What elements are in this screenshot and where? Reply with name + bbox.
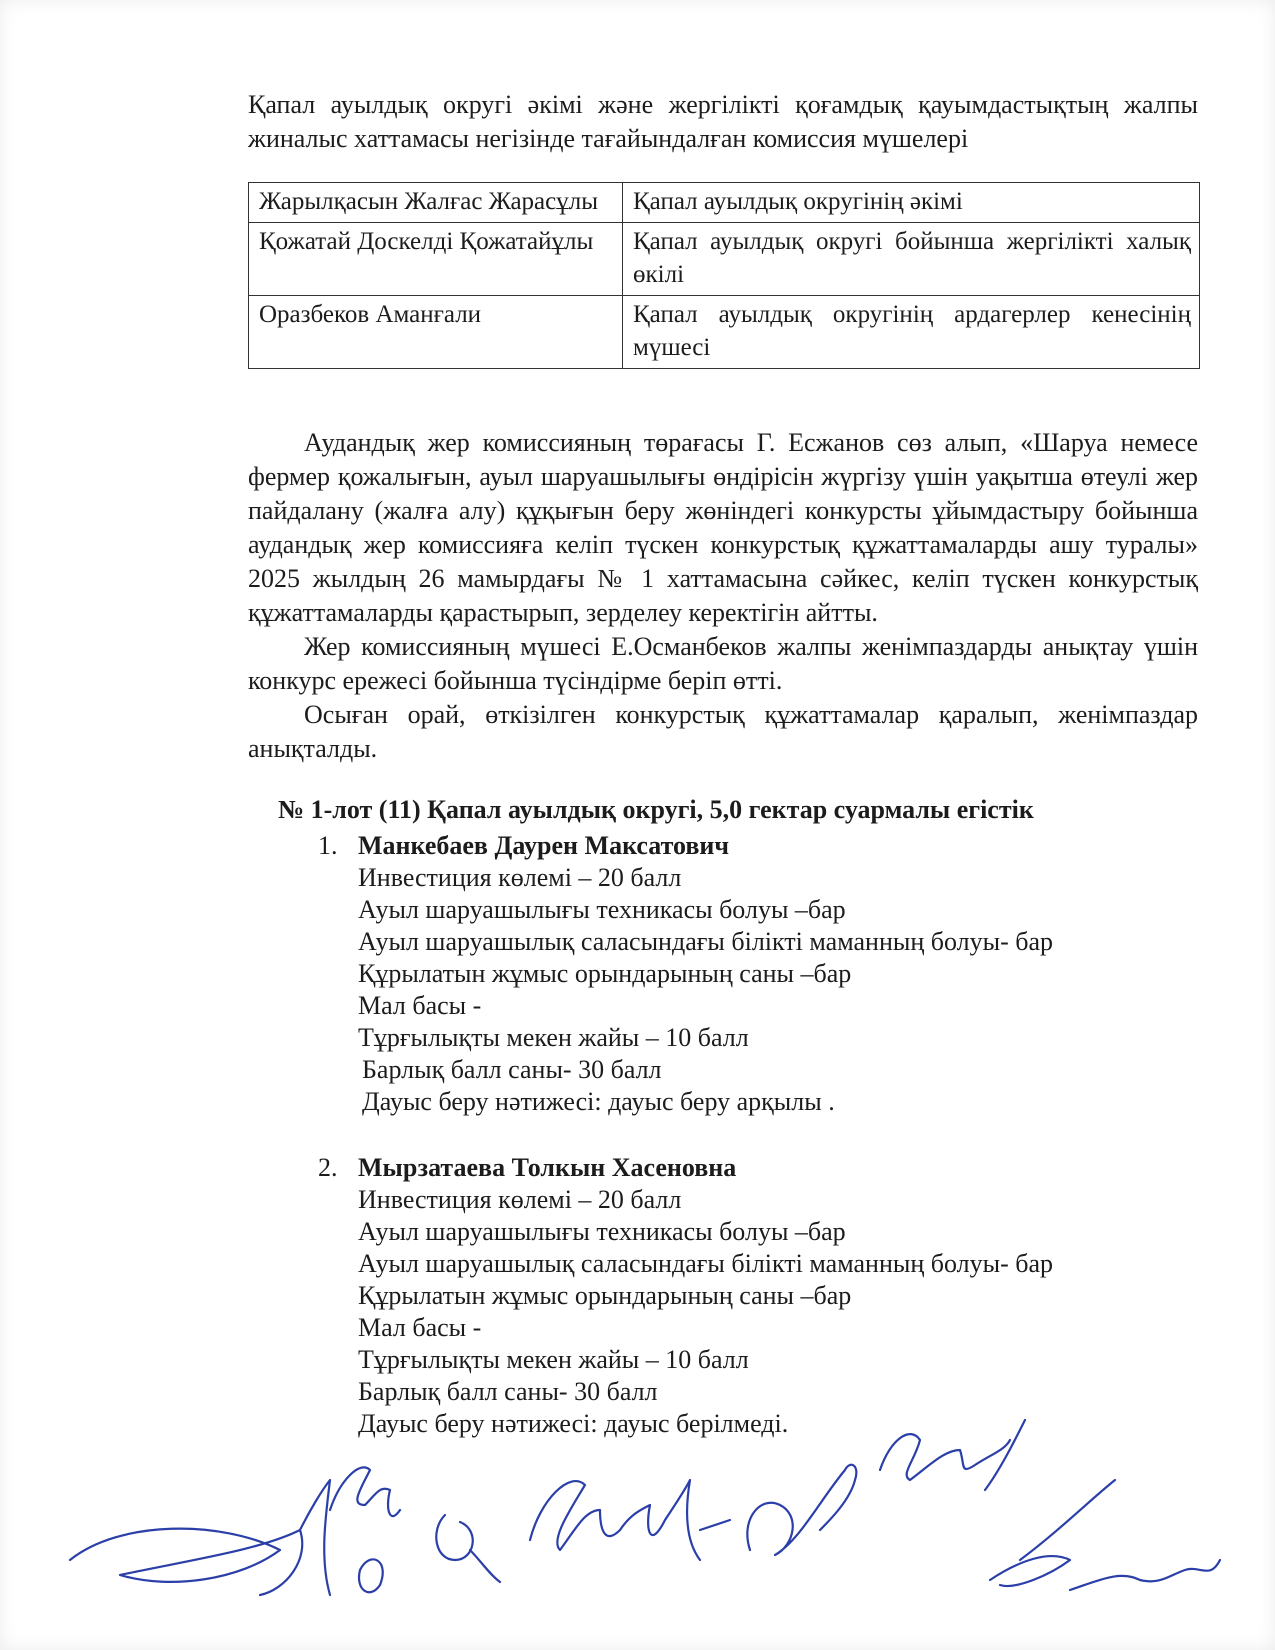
candidate-name: Манкебаев Даурен Максатович (358, 831, 730, 860)
candidate-vote: Дауыс беру нәтижесі: дауыс берілмеді. (358, 1409, 789, 1438)
table-row (249, 223, 1200, 296)
member-name: Оразбеков Аманғали (249, 296, 623, 369)
candidate-jobs: Құрылатын жұмыс орындарының саны –бар (358, 959, 852, 988)
table-row (249, 296, 1200, 369)
candidate-heading (318, 1152, 1178, 1184)
chairman-paragraph: Аудандық жер комиссияның төрағасы Г. Есжанов сөз алып, «Шаруа немесе фермер қожалығын, ауыл шаруашылығы өндірісін жүргізу үшін уақытша өтеулі жер пайдалану (жалға алу) құқығын беру жөніндегі конкурсты ұйымдастыру бойынша аудандық жер комиссияға келіп түскен конкурстық құжаттамаларды ашу туралы» 2025 жылдың 26 мамырдағы № 1 хаттамасына сәйкес, келіп түскен конкурстық құжаттамаларды қарастырып, зерделеу керектігін айтты. (248, 428, 1198, 627)
candidate-residence: Тұрғылықты мекен жайы – 10 балл (358, 1345, 749, 1374)
member-name: Қожатай Доскелді Қожатайұлы (249, 223, 623, 296)
member-role: Қапал ауылдық округінің ардагерлер кенесінің мүшесі (623, 296, 1200, 369)
candidate-jobs: Құрылатын жұмыс орындарының саны –бар (358, 1281, 852, 1310)
candidate-specialist: Ауыл шаруашылық саласындағы білікті маманның болуы- бар (358, 1249, 1053, 1278)
candidate-livestock: Мал басы - (358, 1313, 482, 1342)
candidate-investment: Инвестиция көлемі – 20 балл (358, 1185, 682, 1214)
candidate-investment: Инвестиция көлемі – 20 балл (358, 863, 682, 892)
member-role: Қапал ауылдық округі бойынша жергілікті халық өкілі (623, 223, 1200, 296)
candidate-specialist: Ауыл шаруашылық саласындағы білікті маманның болуы- бар (358, 927, 1053, 956)
member-name: Жарылқасын Жалғас Жарасұлы (249, 183, 623, 223)
signature-7 (990, 1480, 1220, 1590)
meeting-minutes-body (248, 426, 1198, 766)
candidate-livestock: Мал басы - (358, 991, 482, 1020)
candidate-vote: Дауыс беру нәтижесі: дауыс беру арқылы . (362, 1087, 835, 1116)
signature-5 (747, 1465, 856, 1555)
candidate-heading (318, 830, 1178, 862)
candidate-number: 2. (318, 1153, 338, 1182)
signature-1 (70, 1480, 330, 1595)
signature-6 (880, 1420, 1025, 1490)
candidate-total: Барлық балл саны- 30 балл (362, 1055, 662, 1084)
commission-members-table (248, 182, 1200, 369)
candidate-equipment: Ауыл шаруашылығы техникасы болуы –бар (358, 1217, 846, 1246)
candidate-block (318, 830, 1178, 1118)
commission-intro: Қапал ауылдық округі әкімі және жергілікті қоғамдық қауымдастықтың жалпы жиналыс хаттамасы негізінде тағайындалған комиссия мүшелері (248, 90, 1198, 153)
candidate-block (318, 1152, 1178, 1440)
lot-title: № 1-лот (11) Қапал ауылдық округі, 5,0 гектар суармалы егістік (278, 795, 1034, 824)
candidate-total: Барлық балл саны- 30 балл (358, 1377, 658, 1406)
signature-3 (436, 1515, 500, 1582)
table-row (249, 183, 1200, 223)
signature-4 (530, 1480, 730, 1560)
member-role: Қапал ауылдық округінің әкімі (623, 183, 1200, 223)
candidate-name: Мырзатаева Толкын Хасеновна (358, 1153, 737, 1182)
candidate-residence: Тұрғылықты мекен жайы – 10 балл (358, 1023, 749, 1052)
signatures (60, 1410, 1240, 1640)
explanation-paragraph: Жер комиссияның мүшесі Е.Османбеков жалпы женімпаздарды анықтау үшін конкурс ережесі бойынша түсіндірме беріп өтті. (248, 632, 1198, 695)
signature-2 (330, 1467, 400, 1592)
candidate-number: 1. (318, 831, 338, 860)
result-paragraph: Осыған орай, өткізілген конкурстық құжаттамалар қаралып, женімпаздар анықталды. (248, 700, 1198, 763)
candidate-equipment: Ауыл шаруашылығы техникасы болуы –бар (358, 895, 846, 924)
